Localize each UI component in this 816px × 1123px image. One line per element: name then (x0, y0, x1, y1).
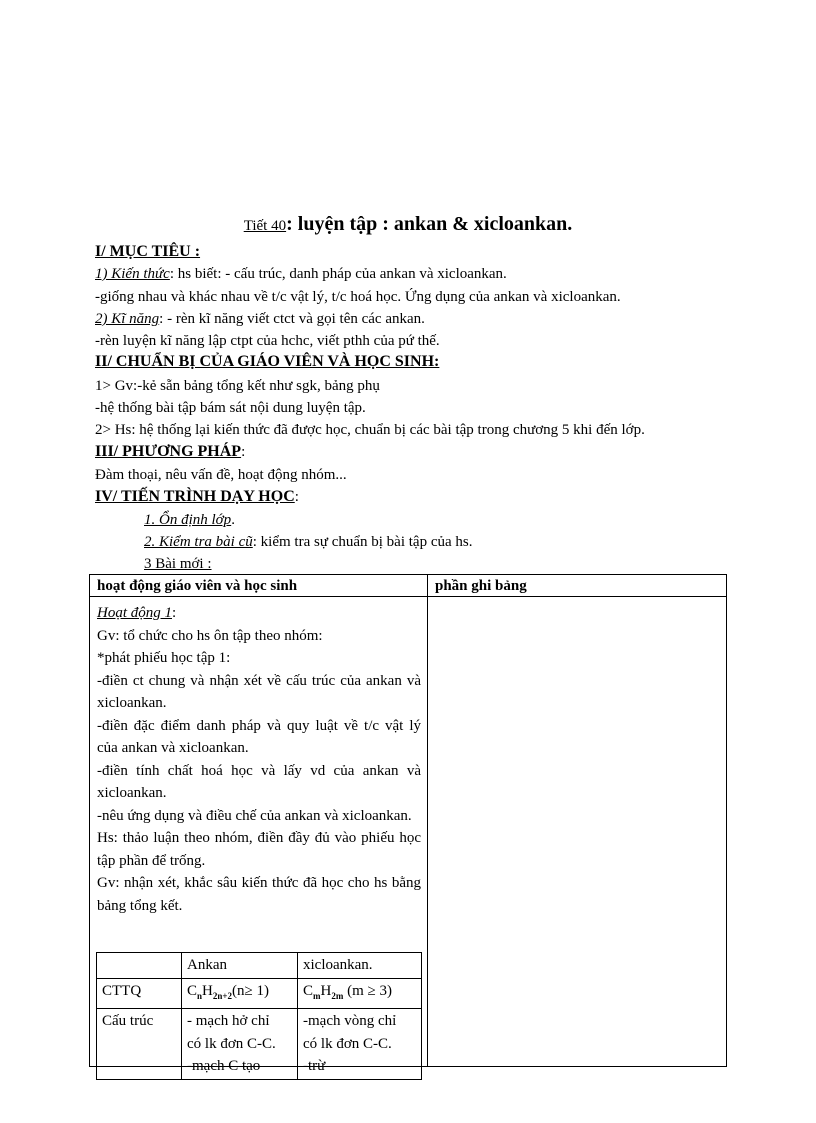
summary-col-xicloankan: xicloankan. (298, 953, 422, 979)
ankan-structure: - mạch hở chỉ có lk đơn C-C. -mạch C tạo (182, 1009, 298, 1080)
step-1: 1. Ổn định lớp. (144, 512, 235, 528)
lesson-number: Tiết 40 (243, 218, 287, 234)
column-divider (427, 575, 428, 1066)
step-3: 3 Bài mới : (144, 556, 212, 572)
activity-heading: Hoạt động 1: (97, 605, 177, 621)
prep-line-2: -hệ thống bài tập bám sát nội dung luyện tập. (95, 400, 366, 416)
skill-line: 2) Kĩ năng: - rèn kĩ năng viết ctct và gọi tên các ankan. (95, 311, 425, 327)
section-1-heading: I/ MỤC TIÊU : (95, 243, 201, 260)
xicloankan-structure: -mạch vòng chỉ có lk đơn C-C. -trừ (298, 1009, 422, 1080)
section-2-heading: II/ CHUẨN BỊ CỦA GIÁO VIÊN VÀ HỌC SINH: (95, 353, 440, 370)
activity-line: -nêu ứng dụng và điều chế của ankan và xicloankan. (97, 807, 412, 824)
header-activities: hoạt động giáo viên và học sinh (97, 578, 298, 594)
activity-line: -điền tính chất hoá học và lấy vd của ankan và xicloankan. (97, 762, 421, 801)
lesson-table (89, 574, 727, 1074)
knowledge-label: 1) Kiến thức (95, 266, 170, 282)
step-2-label: 2. Kiểm tra bài cũ (144, 534, 253, 550)
ankan-formula: $C_nH_{2n+2}(n\ge 1)$ (182, 978, 298, 1009)
activity-line: *phát phiếu học tập 1: (97, 650, 231, 666)
step-2: 2. Kiểm tra bài cũ: kiểm tra sự chuẩn bị bài tập của hs. (144, 534, 473, 550)
xicloankan-formula: $C_mH_{2m}$ (m ≥ 3) (298, 978, 422, 1009)
lesson-title: Tiết 40: luyện tập : ankan & xicloankan. (243, 213, 573, 235)
knowledge-line: 1) Kiến thức: hs biết: - cấu trúc, danh pháp của ankan và xicloankan. (95, 266, 507, 282)
summary-table (96, 952, 422, 1080)
header-divider (90, 596, 726, 597)
activity-line: Gv: nhận xét, khắc sâu kiến thức đã học cho hs bằng bảng tổng kết. (97, 875, 421, 914)
prep-line-1: 1> Gv:-kẻ sẵn bảng tổng kết như sgk, bảng phụ (95, 378, 380, 394)
section-3-heading: III/ PHƯƠNG PHÁP: (95, 443, 246, 460)
skill-label: 2) Kĩ năng (95, 311, 160, 327)
activity-column (97, 602, 421, 917)
knowledge-line-2: -giống nhau và khác nhau về t/c vật lý, t/c hoá học. Ứng dụng của ankan và xicloankan. (95, 289, 621, 305)
summary-row-cttq: CTTQ (97, 978, 182, 1009)
skill-line-2: -rèn luyện kĩ năng lập ctpt của hchc, viết pthh của pứ thế. (95, 333, 440, 349)
activity-line: -điền ct chung và nhận xét về cấu trúc của ankan và xicloankan. (97, 672, 421, 711)
activity-line: -điền đặc điểm danh pháp và quy luật về t/c vật lý của ankan và xicloankan. (97, 717, 421, 756)
summary-col-ankan: Ankan (182, 953, 298, 979)
summary-corner (97, 953, 182, 979)
activity-line: Hs: thảo luận theo nhóm, điền đầy đủ vào phiếu học tập phần để trống. (97, 830, 421, 869)
summary-row-structure: Cấu trúc (97, 1009, 182, 1080)
header-board-notes: phần ghi bảng (435, 578, 527, 594)
activity-line: Gv: tổ chức cho hs ôn tập theo nhóm: (97, 627, 323, 644)
method-line: Đàm thoại, nêu vấn đề, hoạt động nhóm... (95, 467, 347, 483)
lesson-topic: luyện tập : ankan & xicloankan. (292, 213, 573, 235)
prep-line-3: 2> Hs: hệ thống lại kiến thức đã được học, chuẩn bị các bài tập trong chương 5 khi đến lớp. (95, 422, 645, 438)
section-4-heading: IV/ TIẾN TRÌNH DẠY HỌC: (95, 488, 299, 505)
